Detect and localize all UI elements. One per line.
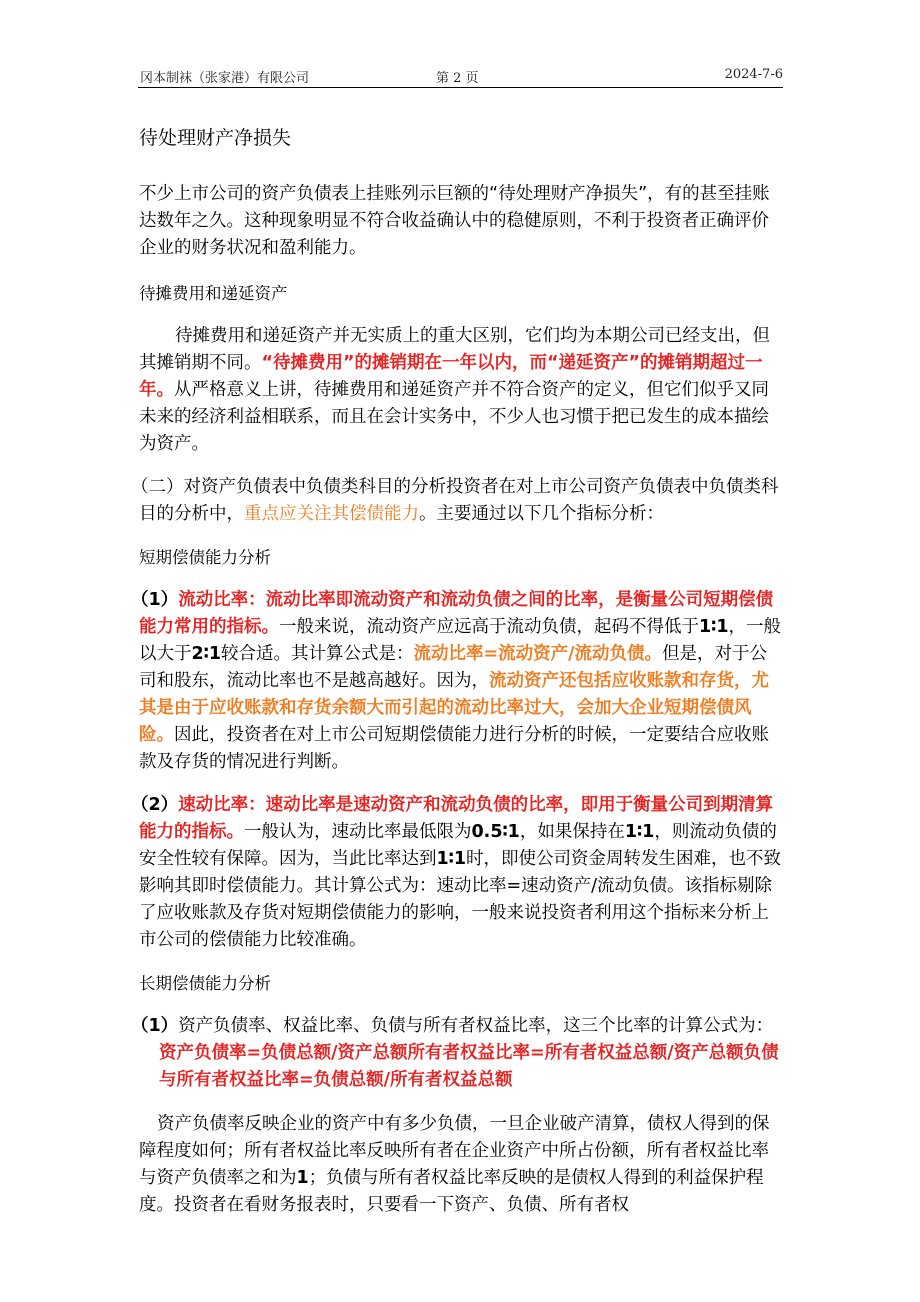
heading-pending-property-loss: 待处理财产净损失	[139, 127, 292, 149]
paragraph-quick-ratio	[131, 792, 784, 954]
text: ，如果保持在	[519, 822, 625, 842]
text: （二）对资产负债表中负债类科目的分析投资者在对上市公司资产负债表中负债类科目的分析中，	[131, 477, 779, 524]
item-number: （1）	[131, 590, 179, 610]
text: 但是，对于公司和股东，流动比率也不是越高越好。因为，	[139, 644, 768, 691]
text: 时，即使公司资金周转发生困难，也不致影响其即时偿债能力。其计算公式为：速动比率=速动资产/流动负债。该指标剔除了应收账款及存货对短期偿债能力的影响，一般来说投资者利用这个指标来分析上市公司的偿债能力比较准确。	[139, 849, 781, 950]
text: 较合适。其计算公式是：	[221, 644, 414, 664]
highlight-text: 流动比率：流动比率即流动资产和流动负债之间的比率，是衡量公司短期偿债能力常用的指标。	[139, 590, 774, 637]
highlight-text: 速动比率：速动比率是速动资产和流动负债的比率，即用于衡量公司到期清算能力的指标。	[139, 795, 774, 842]
formula-text: 资产负债率=负债总额/资产总额所有者权益比率=所有者权益总额/资产总额负债与所有者权益比率=负债总额/所有者权益总额	[159, 1043, 779, 1090]
text: 因此，投资者在对上市公司短期偿债能力进行分析的时候，一定要结合应收账款及存货的情况进行判断。	[139, 725, 769, 772]
header-page-number: 第 2 页	[436, 71, 479, 86]
header-date: 2024-7-6	[724, 67, 783, 82]
ratio-value: 1∶1	[436, 849, 466, 869]
ratio-value: 1∶1	[624, 822, 655, 842]
page-header	[138, 65, 783, 88]
header-company: 冈本制袜（张家港）有限公司	[140, 71, 310, 86]
paragraph-debt-ratio-meaning	[139, 1111, 784, 1219]
number-value: 1	[296, 1168, 309, 1188]
highlight-text: “待摊费用”的摊销期在一年以内，而“递延资产”的摊销期超过一年。	[139, 353, 763, 400]
text: 资产负债率反映企业的资产中有多少负债，一旦企业破产清算，债权人得到的保障程度如何；所有者权益比率反映所有者在企业资产中所占份额，所有者权益比率与资产负债率之和为	[139, 1114, 770, 1188]
text: 一般来说，流动资产应远高于流动负债，起码不得低于	[279, 617, 699, 637]
document-body	[131, 120, 784, 1219]
paragraph-current-ratio	[131, 587, 784, 776]
paragraph-deferred-expenses	[139, 323, 784, 458]
item-number: （1）	[131, 1016, 179, 1036]
heading-deferred-expenses: 待摊费用和递延资产	[139, 284, 288, 303]
heading-long-term-solvency: 长期偿债能力分析	[139, 974, 271, 993]
ratio-value: 1∶1	[699, 617, 729, 637]
highlight-text: 重点应关注其偿债能力	[244, 504, 419, 524]
paragraph-pending-loss: 不少上市公司的资产负债表上挂账列示巨额的“待处理财产净损失”，有的甚至挂账达数年之久。这种现象明显不符合收益确认中的稳健原则，不利于投资者正确评价企业的财务状况和盈利能力。	[139, 184, 770, 258]
text: ，则流动负债的安全性较有保障。因为，当此比率达到	[139, 822, 777, 869]
ratio-value: 2∶1	[191, 644, 221, 664]
ratio-value: 0.5∶1	[471, 822, 520, 842]
paragraph-ratio-formulas	[131, 1013, 784, 1094]
text: 一般认为，速动比率最低限为	[244, 822, 472, 842]
paragraph-liability-analysis	[131, 474, 784, 528]
formula-text: 流动比率=流动资产/流动负债。	[413, 644, 663, 664]
text: 。主要通过以下几个指标分析：	[419, 504, 664, 524]
text: 待摊费用和递延资产并无实质上的重大区别，它们均为本期公司已经支出，但其摊销期不同。	[139, 326, 770, 373]
text: 从严格意义上讲，待摊费用和递延资产并不符合资产的定义，但它们似乎又同未来的经济利益相联系，而且在会计实务中，不少人也习惯于把已发生的成本描绘为资产。	[139, 380, 769, 454]
item-number: （2）	[131, 795, 179, 815]
text: ，一般以大于	[139, 617, 781, 664]
text: ；负债与所有者权益比率反映的是债权人得到的利益保护程度。投资者在看财务报表时，只要看一下资产、负债、所有者权	[139, 1168, 764, 1215]
highlight-text: 流动资产还包括应收账款和存货，尤其是由于应收账款和存货余额大而引起的流动比率过大，会加大企业短期偿债风险。	[139, 671, 769, 745]
heading-short-term-solvency: 短期偿债能力分析	[139, 548, 271, 567]
text: 资产负债率、权益比率、负债与所有者权益比率，这三个比率的计算公式为：	[178, 1016, 774, 1036]
